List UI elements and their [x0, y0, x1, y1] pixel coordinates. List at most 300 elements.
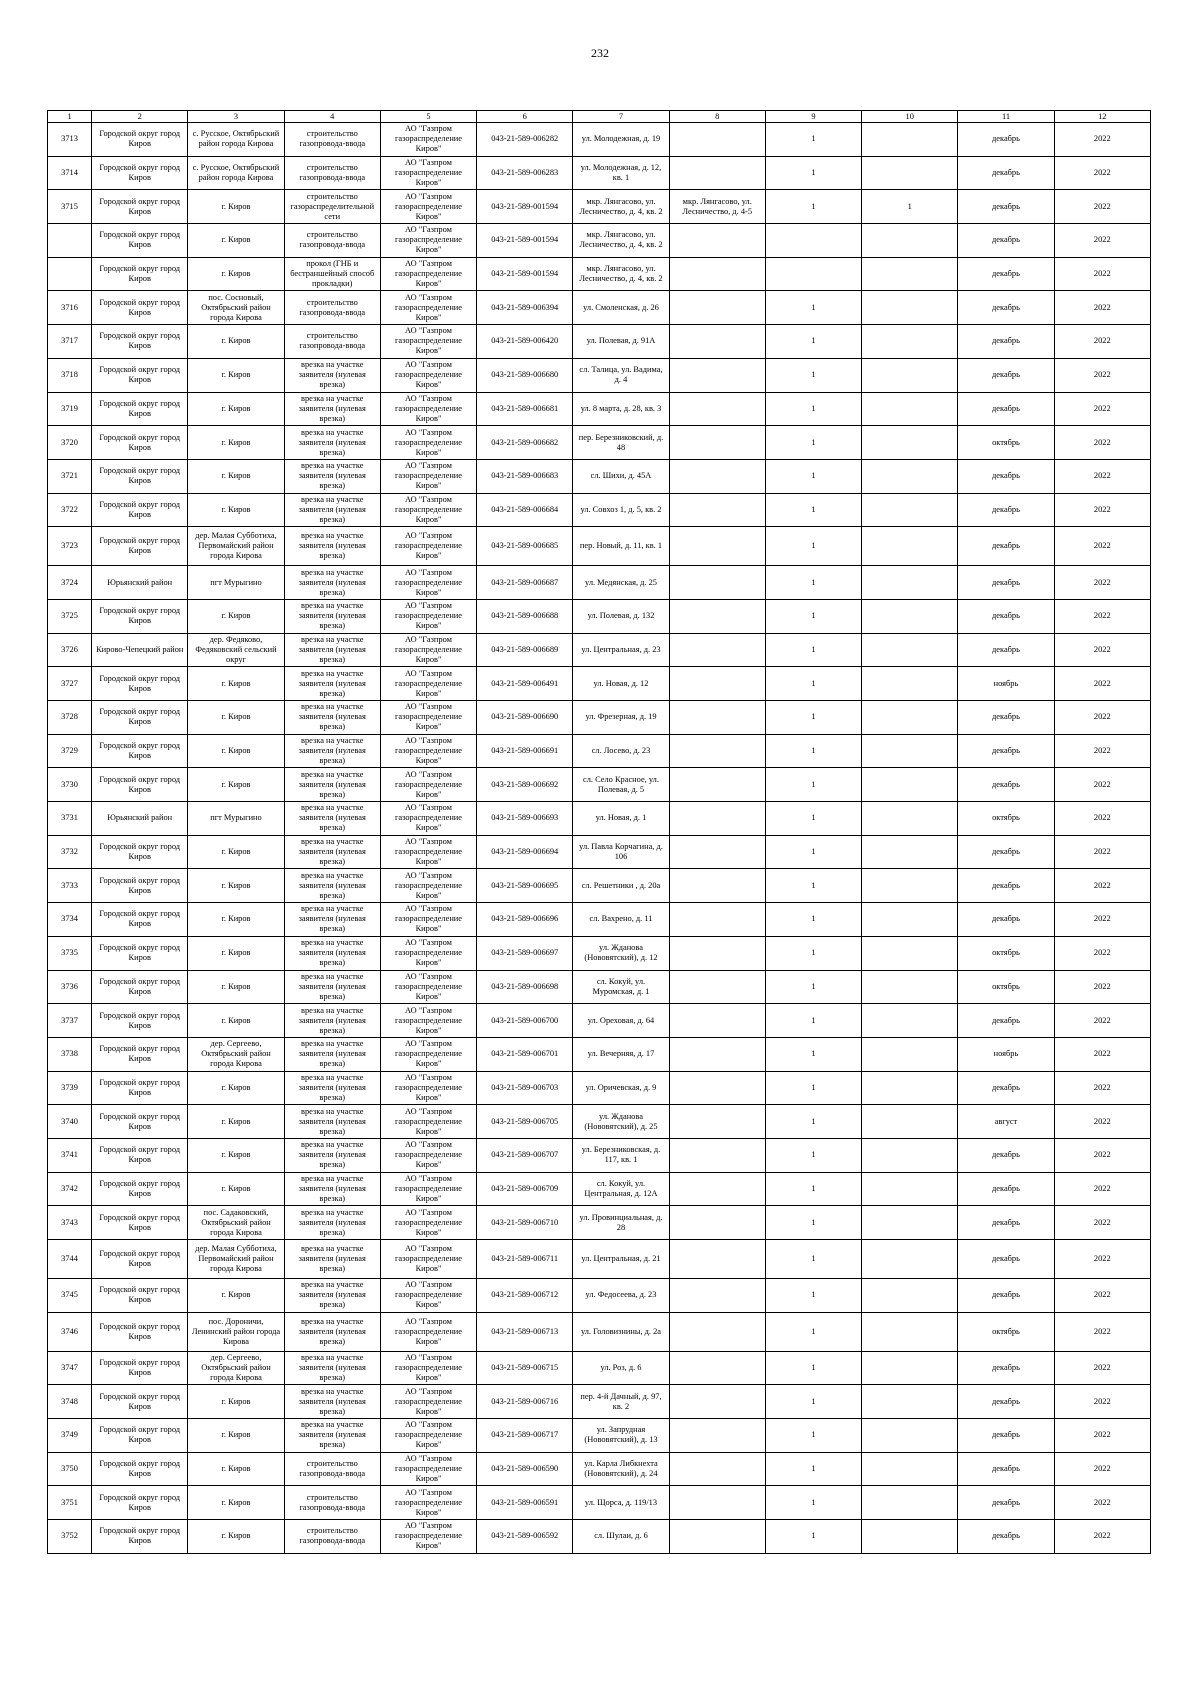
column-header: 6 — [477, 111, 573, 123]
municipality-cell: Городской округ город Киров — [92, 325, 188, 359]
work-type-cell: врезка на участке заявителя (нулевая врезка) — [284, 633, 380, 667]
year-cell: 2022 — [1054, 224, 1150, 258]
locality-cell: г. Киров — [188, 701, 284, 735]
locality-cell: г. Киров — [188, 835, 284, 869]
month-cell: октябрь — [958, 970, 1054, 1004]
year-cell: 2022 — [1054, 358, 1150, 392]
municipality-cell: Городской округ город Киров — [92, 1206, 188, 1240]
month-cell: декабрь — [958, 493, 1054, 527]
year-cell: 2022 — [1054, 768, 1150, 802]
table-row — [48, 802, 1151, 836]
municipality-cell: Юрьянский район — [92, 566, 188, 600]
address-cell: сл. Вахрено, д. 11 — [573, 903, 669, 937]
extra-address-cell — [669, 1486, 765, 1520]
quantity-cell — [765, 224, 861, 258]
column-header: 2 — [92, 111, 188, 123]
work-type-cell: врезка на участке заявителя (нулевая врезка) — [284, 426, 380, 460]
table-body — [48, 123, 1151, 1554]
row-number-cell: 3734 — [48, 903, 92, 937]
code-cell: 043-21-589-006705 — [477, 1105, 573, 1139]
locality-cell: пос. Сосновый, Октябрьский район города Кирова — [188, 291, 284, 325]
organization-cell: АО "Газпром газораспределение Киров" — [380, 970, 476, 1004]
code-cell: 043-21-589-006692 — [477, 768, 573, 802]
extra-quantity-cell — [862, 1105, 958, 1139]
organization-cell: АО "Газпром газораспределение Киров" — [380, 392, 476, 426]
quantity-cell: 1 — [765, 1312, 861, 1351]
extra-address-cell — [669, 1071, 765, 1105]
organization-cell: АО "Газпром газораспределение Киров" — [380, 493, 476, 527]
work-type-cell: строительство газопровода-ввода — [284, 1520, 380, 1554]
work-type-cell: врезка на участке заявителя (нулевая врезка) — [284, 1419, 380, 1453]
municipality-cell: Городской округ город Киров — [92, 1312, 188, 1351]
municipality-cell: Городской округ город Киров — [92, 1452, 188, 1486]
table-row — [48, 426, 1151, 460]
year-cell: 2022 — [1054, 1206, 1150, 1240]
code-cell: 043-21-589-006713 — [477, 1312, 573, 1351]
locality-cell: г. Киров — [188, 1419, 284, 1453]
municipality-cell: Городской округ город Киров — [92, 599, 188, 633]
year-cell: 2022 — [1054, 426, 1150, 460]
work-type-cell: врезка на участке заявителя (нулевая врезка) — [284, 459, 380, 493]
quantity-cell: 1 — [765, 1351, 861, 1385]
municipality-cell: Городской округ город Киров — [92, 1486, 188, 1520]
extra-quantity-cell — [862, 257, 958, 291]
month-cell: декабрь — [958, 1172, 1054, 1206]
column-header: 7 — [573, 111, 669, 123]
month-cell: декабрь — [958, 291, 1054, 325]
extra-quantity-cell — [862, 667, 958, 701]
year-cell: 2022 — [1054, 1004, 1150, 1038]
municipality-cell: Юрьянский район — [92, 802, 188, 836]
year-cell: 2022 — [1054, 1105, 1150, 1139]
address-cell: ул. Молодежная, д. 19 — [573, 123, 669, 157]
year-cell: 2022 — [1054, 123, 1150, 157]
table-row — [48, 599, 1151, 633]
address-cell: ул. Запрудная (Нововятский), д. 13 — [573, 1419, 669, 1453]
table-row — [48, 768, 1151, 802]
address-cell: ул. Молодежная, д. 12, кв. 1 — [573, 156, 669, 190]
row-number-cell: 3740 — [48, 1105, 92, 1139]
year-cell: 2022 — [1054, 527, 1150, 566]
code-cell: 043-21-589-006715 — [477, 1351, 573, 1385]
row-number-cell: 3713 — [48, 123, 92, 157]
table-row — [48, 1452, 1151, 1486]
address-cell: ул. Жданова (Нововятский), д. 25 — [573, 1105, 669, 1139]
month-cell: декабрь — [958, 1206, 1054, 1240]
quantity-cell: 1 — [765, 426, 861, 460]
extra-quantity-cell — [862, 869, 958, 903]
code-cell: 043-21-589-001594 — [477, 257, 573, 291]
column-header: 8 — [669, 111, 765, 123]
code-cell: 043-21-589-006710 — [477, 1206, 573, 1240]
table-row — [48, 1172, 1151, 1206]
extra-address-cell — [669, 1279, 765, 1313]
header-row — [48, 111, 1151, 123]
year-cell: 2022 — [1054, 566, 1150, 600]
code-cell: 043-21-589-006703 — [477, 1071, 573, 1105]
organization-cell: АО "Газпром газораспределение Киров" — [380, 835, 476, 869]
code-cell: 043-21-589-001594 — [477, 224, 573, 258]
organization-cell: АО "Газпром газораспределение Киров" — [380, 633, 476, 667]
year-cell: 2022 — [1054, 1351, 1150, 1385]
year-cell: 2022 — [1054, 1240, 1150, 1279]
table-row — [48, 1385, 1151, 1419]
quantity-cell: 1 — [765, 869, 861, 903]
table-row — [48, 734, 1151, 768]
extra-quantity-cell — [862, 527, 958, 566]
organization-cell: АО "Газпром газораспределение Киров" — [380, 566, 476, 600]
organization-cell: АО "Газпром газораспределение Киров" — [380, 1105, 476, 1139]
locality-cell: г. Киров — [188, 734, 284, 768]
row-number-cell: 3714 — [48, 156, 92, 190]
municipality-cell: Городской округ город Киров — [92, 358, 188, 392]
municipality-cell: Городской округ город Киров — [92, 459, 188, 493]
table-row — [48, 1037, 1151, 1071]
municipality-cell: Городской округ город Киров — [92, 667, 188, 701]
quantity-cell: 1 — [765, 1520, 861, 1554]
address-cell: сл. Село Красное, ул. Полевая, д. 5 — [573, 768, 669, 802]
municipality-cell: Городской округ город Киров — [92, 1105, 188, 1139]
work-type-cell: врезка на участке заявителя (нулевая врезка) — [284, 1279, 380, 1313]
extra-quantity-cell — [862, 734, 958, 768]
year-cell: 2022 — [1054, 1520, 1150, 1554]
table-row — [48, 1004, 1151, 1038]
extra-quantity-cell — [862, 459, 958, 493]
month-cell: декабрь — [958, 459, 1054, 493]
locality-cell: г. Киров — [188, 426, 284, 460]
locality-cell: г. Киров — [188, 869, 284, 903]
extra-quantity-cell — [862, 1138, 958, 1172]
quantity-cell: 1 — [765, 903, 861, 937]
extra-address-cell — [669, 1385, 765, 1419]
address-cell: ул. Полевая, д. 91А — [573, 325, 669, 359]
work-type-cell: врезка на участке заявителя (нулевая врезка) — [284, 392, 380, 426]
quantity-cell: 1 — [765, 1138, 861, 1172]
work-type-cell: врезка на участке заявителя (нулевая врезка) — [284, 667, 380, 701]
work-type-cell: врезка на участке заявителя (нулевая врезка) — [284, 566, 380, 600]
year-cell: 2022 — [1054, 1037, 1150, 1071]
address-cell: сл. Решетники , д. 20а — [573, 869, 669, 903]
table-row — [48, 1206, 1151, 1240]
column-header: 10 — [862, 111, 958, 123]
register-table — [47, 110, 1151, 1554]
extra-quantity-cell — [862, 1172, 958, 1206]
column-header: 12 — [1054, 111, 1150, 123]
organization-cell: АО "Газпром газораспределение Киров" — [380, 667, 476, 701]
extra-address-cell — [669, 633, 765, 667]
year-cell: 2022 — [1054, 493, 1150, 527]
month-cell: декабрь — [958, 1486, 1054, 1520]
code-cell: 043-21-589-001594 — [477, 190, 573, 224]
table-row — [48, 1240, 1151, 1279]
work-type-cell: врезка на участке заявителя (нулевая врезка) — [284, 1138, 380, 1172]
extra-quantity-cell — [862, 1206, 958, 1240]
locality-cell: с. Русское, Октябрьский район города Кирова — [188, 156, 284, 190]
table-row — [48, 1520, 1151, 1554]
code-cell: 043-21-589-006717 — [477, 1419, 573, 1453]
work-type-cell: врезка на участке заявителя (нулевая врезка) — [284, 493, 380, 527]
work-type-cell: врезка на участке заявителя (нулевая врезка) — [284, 835, 380, 869]
organization-cell: АО "Газпром газораспределение Киров" — [380, 768, 476, 802]
organization-cell: АО "Газпром газораспределение Киров" — [380, 936, 476, 970]
locality-cell: с. Русское, Октябрьский район города Кирова — [188, 123, 284, 157]
month-cell: декабрь — [958, 224, 1054, 258]
month-cell: декабрь — [958, 1520, 1054, 1554]
extra-address-cell — [669, 358, 765, 392]
code-cell: 043-21-589-006707 — [477, 1138, 573, 1172]
locality-cell: г. Киров — [188, 325, 284, 359]
extra-quantity-cell — [862, 224, 958, 258]
quantity-cell: 1 — [765, 734, 861, 768]
organization-cell: АО "Газпром газораспределение Киров" — [380, 257, 476, 291]
row-number-cell — [48, 224, 92, 258]
quantity-cell: 1 — [765, 1206, 861, 1240]
locality-cell: дер. Малая Субботиха, Первомайский район города Кирова — [188, 527, 284, 566]
extra-address-cell — [669, 1138, 765, 1172]
extra-address-cell — [669, 224, 765, 258]
extra-address-cell — [669, 1105, 765, 1139]
extra-address-cell — [669, 903, 765, 937]
municipality-cell: Городской округ город Киров — [92, 1351, 188, 1385]
extra-address-cell — [669, 869, 765, 903]
extra-quantity-cell — [862, 291, 958, 325]
extra-address-cell — [669, 734, 765, 768]
extra-address-cell — [669, 493, 765, 527]
municipality-cell: Городской округ город Киров — [92, 1138, 188, 1172]
year-cell: 2022 — [1054, 291, 1150, 325]
quantity-cell: 1 — [765, 325, 861, 359]
organization-cell: АО "Газпром газораспределение Киров" — [380, 156, 476, 190]
table-row — [48, 1279, 1151, 1313]
code-cell: 043-21-589-006695 — [477, 869, 573, 903]
code-cell: 043-21-589-006693 — [477, 802, 573, 836]
row-number-cell: 3723 — [48, 527, 92, 566]
row-number-cell: 3744 — [48, 1240, 92, 1279]
year-cell: 2022 — [1054, 1172, 1150, 1206]
row-number-cell: 3752 — [48, 1520, 92, 1554]
address-cell: пер. 4-й Дачный, д. 97, кв. 2 — [573, 1385, 669, 1419]
code-cell: 043-21-589-006700 — [477, 1004, 573, 1038]
row-number-cell: 3729 — [48, 734, 92, 768]
extra-address-cell — [669, 1206, 765, 1240]
locality-cell: г. Киров — [188, 459, 284, 493]
extra-quantity-cell — [862, 1279, 958, 1313]
extra-address-cell — [669, 970, 765, 1004]
row-number-cell: 3728 — [48, 701, 92, 735]
address-cell: ул. Полевая, д. 132 — [573, 599, 669, 633]
row-number-cell: 3722 — [48, 493, 92, 527]
year-cell: 2022 — [1054, 802, 1150, 836]
work-type-cell: врезка на участке заявителя (нулевая врезка) — [284, 701, 380, 735]
locality-cell: г. Киров — [188, 190, 284, 224]
year-cell: 2022 — [1054, 1312, 1150, 1351]
month-cell: декабрь — [958, 1240, 1054, 1279]
work-type-cell: врезка на участке заявителя (нулевая врезка) — [284, 1037, 380, 1071]
organization-cell: АО "Газпром газораспределение Киров" — [380, 1037, 476, 1071]
organization-cell: АО "Газпром газораспределение Киров" — [380, 426, 476, 460]
work-type-cell: врезка на участке заявителя (нулевая врезка) — [284, 1071, 380, 1105]
work-type-cell: врезка на участке заявителя (нулевая врезка) — [284, 903, 380, 937]
code-cell: 043-21-589-006694 — [477, 835, 573, 869]
quantity-cell: 1 — [765, 599, 861, 633]
year-cell: 2022 — [1054, 1452, 1150, 1486]
extra-address-cell — [669, 1037, 765, 1071]
extra-address-cell — [669, 156, 765, 190]
locality-cell: дер. Сергеево, Октябрьский район города Кирова — [188, 1351, 284, 1385]
extra-quantity-cell — [862, 1037, 958, 1071]
row-number-cell: 3733 — [48, 869, 92, 903]
quantity-cell: 1 — [765, 835, 861, 869]
municipality-cell: Кирово-Чепецкий район — [92, 633, 188, 667]
extra-quantity-cell — [862, 325, 958, 359]
month-cell: декабрь — [958, 190, 1054, 224]
municipality-cell: Городской округ город Киров — [92, 768, 188, 802]
row-number-cell: 3736 — [48, 970, 92, 1004]
address-cell: сл. Кокуй, ул. Муромская, д. 1 — [573, 970, 669, 1004]
locality-cell: г. Киров — [188, 1138, 284, 1172]
code-cell: 043-21-589-006283 — [477, 156, 573, 190]
locality-cell: г. Киров — [188, 1105, 284, 1139]
locality-cell: г. Киров — [188, 667, 284, 701]
address-cell: сл. Лосево, д. 23 — [573, 734, 669, 768]
locality-cell: г. Киров — [188, 970, 284, 1004]
quantity-cell: 1 — [765, 1071, 861, 1105]
code-cell: 043-21-589-006591 — [477, 1486, 573, 1520]
quantity-cell: 1 — [765, 1452, 861, 1486]
extra-quantity-cell — [862, 835, 958, 869]
extra-address-cell — [669, 123, 765, 157]
month-cell: декабрь — [958, 599, 1054, 633]
extra-address-cell — [669, 291, 765, 325]
table-row — [48, 869, 1151, 903]
locality-cell: г. Киров — [188, 358, 284, 392]
organization-cell: АО "Газпром газораспределение Киров" — [380, 1419, 476, 1453]
extra-quantity-cell — [862, 156, 958, 190]
work-type-cell: врезка на участке заявителя (нулевая врезка) — [284, 358, 380, 392]
organization-cell: АО "Газпром газораспределение Киров" — [380, 291, 476, 325]
locality-cell: г. Киров — [188, 1486, 284, 1520]
row-number-cell: 3716 — [48, 291, 92, 325]
extra-address-cell — [669, 392, 765, 426]
extra-quantity-cell — [862, 1385, 958, 1419]
code-cell: 043-21-589-006688 — [477, 599, 573, 633]
address-cell: ул. Карла Либкнехта (Нововятский), д. 24 — [573, 1452, 669, 1486]
month-cell: декабрь — [958, 1279, 1054, 1313]
locality-cell: пгт Мурыгино — [188, 566, 284, 600]
code-cell: 043-21-589-006696 — [477, 903, 573, 937]
quantity-cell: 1 — [765, 291, 861, 325]
quantity-cell: 1 — [765, 1419, 861, 1453]
extra-quantity-cell — [862, 1520, 958, 1554]
table-row — [48, 1105, 1151, 1139]
address-cell: ул. Оричевская, д. 9 — [573, 1071, 669, 1105]
municipality-cell: Городской округ город Киров — [92, 1071, 188, 1105]
month-cell: декабрь — [958, 1138, 1054, 1172]
address-cell: ул. Павла Корчагина, д. 106 — [573, 835, 669, 869]
locality-cell: г. Киров — [188, 768, 284, 802]
extra-address-cell — [669, 1172, 765, 1206]
month-cell: декабрь — [958, 358, 1054, 392]
quantity-cell: 1 — [765, 802, 861, 836]
municipality-cell: Городской округ город Киров — [92, 527, 188, 566]
extra-address-cell — [669, 1351, 765, 1385]
code-cell: 043-21-589-006712 — [477, 1279, 573, 1313]
organization-cell: АО "Газпром газораспределение Киров" — [380, 869, 476, 903]
table-row — [48, 970, 1151, 1004]
month-cell: октябрь — [958, 426, 1054, 460]
page-number: 232 — [591, 46, 609, 60]
column-header: 5 — [380, 111, 476, 123]
table-row — [48, 190, 1151, 224]
row-number-cell: 3717 — [48, 325, 92, 359]
row-number-cell: 3746 — [48, 1312, 92, 1351]
code-cell: 043-21-589-006491 — [477, 667, 573, 701]
code-cell: 043-21-589-006681 — [477, 392, 573, 426]
extra-address-cell — [669, 1240, 765, 1279]
quantity-cell: 1 — [765, 1037, 861, 1071]
table-row — [48, 1486, 1151, 1520]
quantity-cell: 1 — [765, 1240, 861, 1279]
extra-address-cell — [669, 667, 765, 701]
year-cell: 2022 — [1054, 633, 1150, 667]
work-type-cell: врезка на участке заявителя (нулевая врезка) — [284, 768, 380, 802]
quantity-cell: 1 — [765, 1004, 861, 1038]
address-cell: ул. Смоленская, д. 26 — [573, 291, 669, 325]
extra-address-cell — [669, 768, 765, 802]
code-cell: 043-21-589-006701 — [477, 1037, 573, 1071]
month-cell: август — [958, 1105, 1054, 1139]
organization-cell: АО "Газпром газораспределение Киров" — [380, 1206, 476, 1240]
locality-cell: г. Киров — [188, 1452, 284, 1486]
locality-cell: дер. Федяково, Федяковский сельский округ — [188, 633, 284, 667]
quantity-cell: 1 — [765, 970, 861, 1004]
organization-cell: АО "Газпром газораспределение Киров" — [380, 1240, 476, 1279]
extra-address-cell — [669, 1312, 765, 1351]
municipality-cell: Городской округ город Киров — [92, 1240, 188, 1279]
quantity-cell: 1 — [765, 156, 861, 190]
organization-cell: АО "Газпром газораспределение Киров" — [380, 123, 476, 157]
municipality-cell: Городской округ город Киров — [92, 1385, 188, 1419]
code-cell: 043-21-589-006685 — [477, 527, 573, 566]
row-number-cell: 3751 — [48, 1486, 92, 1520]
work-type-cell: врезка на участке заявителя (нулевая врезка) — [284, 802, 380, 836]
year-cell: 2022 — [1054, 257, 1150, 291]
work-type-cell: врезка на участке заявителя (нулевая врезка) — [284, 1312, 380, 1351]
work-type-cell: врезка на участке заявителя (нулевая врезка) — [284, 1004, 380, 1038]
year-cell: 2022 — [1054, 701, 1150, 735]
extra-quantity-cell — [862, 1312, 958, 1351]
month-cell: декабрь — [958, 1419, 1054, 1453]
year-cell: 2022 — [1054, 599, 1150, 633]
table-row — [48, 701, 1151, 735]
organization-cell: АО "Газпром газораспределение Киров" — [380, 802, 476, 836]
extra-quantity-cell — [862, 1452, 958, 1486]
quantity-cell: 1 — [765, 1486, 861, 1520]
year-cell: 2022 — [1054, 392, 1150, 426]
extra-address-cell — [669, 701, 765, 735]
locality-cell: г. Киров — [188, 1385, 284, 1419]
work-type-cell: врезка на участке заявителя (нулевая врезка) — [284, 1240, 380, 1279]
year-cell: 2022 — [1054, 970, 1150, 1004]
work-type-cell: строительство газопровода-ввода — [284, 325, 380, 359]
locality-cell: г. Киров — [188, 1520, 284, 1554]
table-row — [48, 358, 1151, 392]
extra-quantity-cell — [862, 1071, 958, 1105]
month-cell: декабрь — [958, 869, 1054, 903]
municipality-cell: Городской округ город Киров — [92, 190, 188, 224]
municipality-cell: Городской округ город Киров — [92, 426, 188, 460]
table-row — [48, 1312, 1151, 1351]
